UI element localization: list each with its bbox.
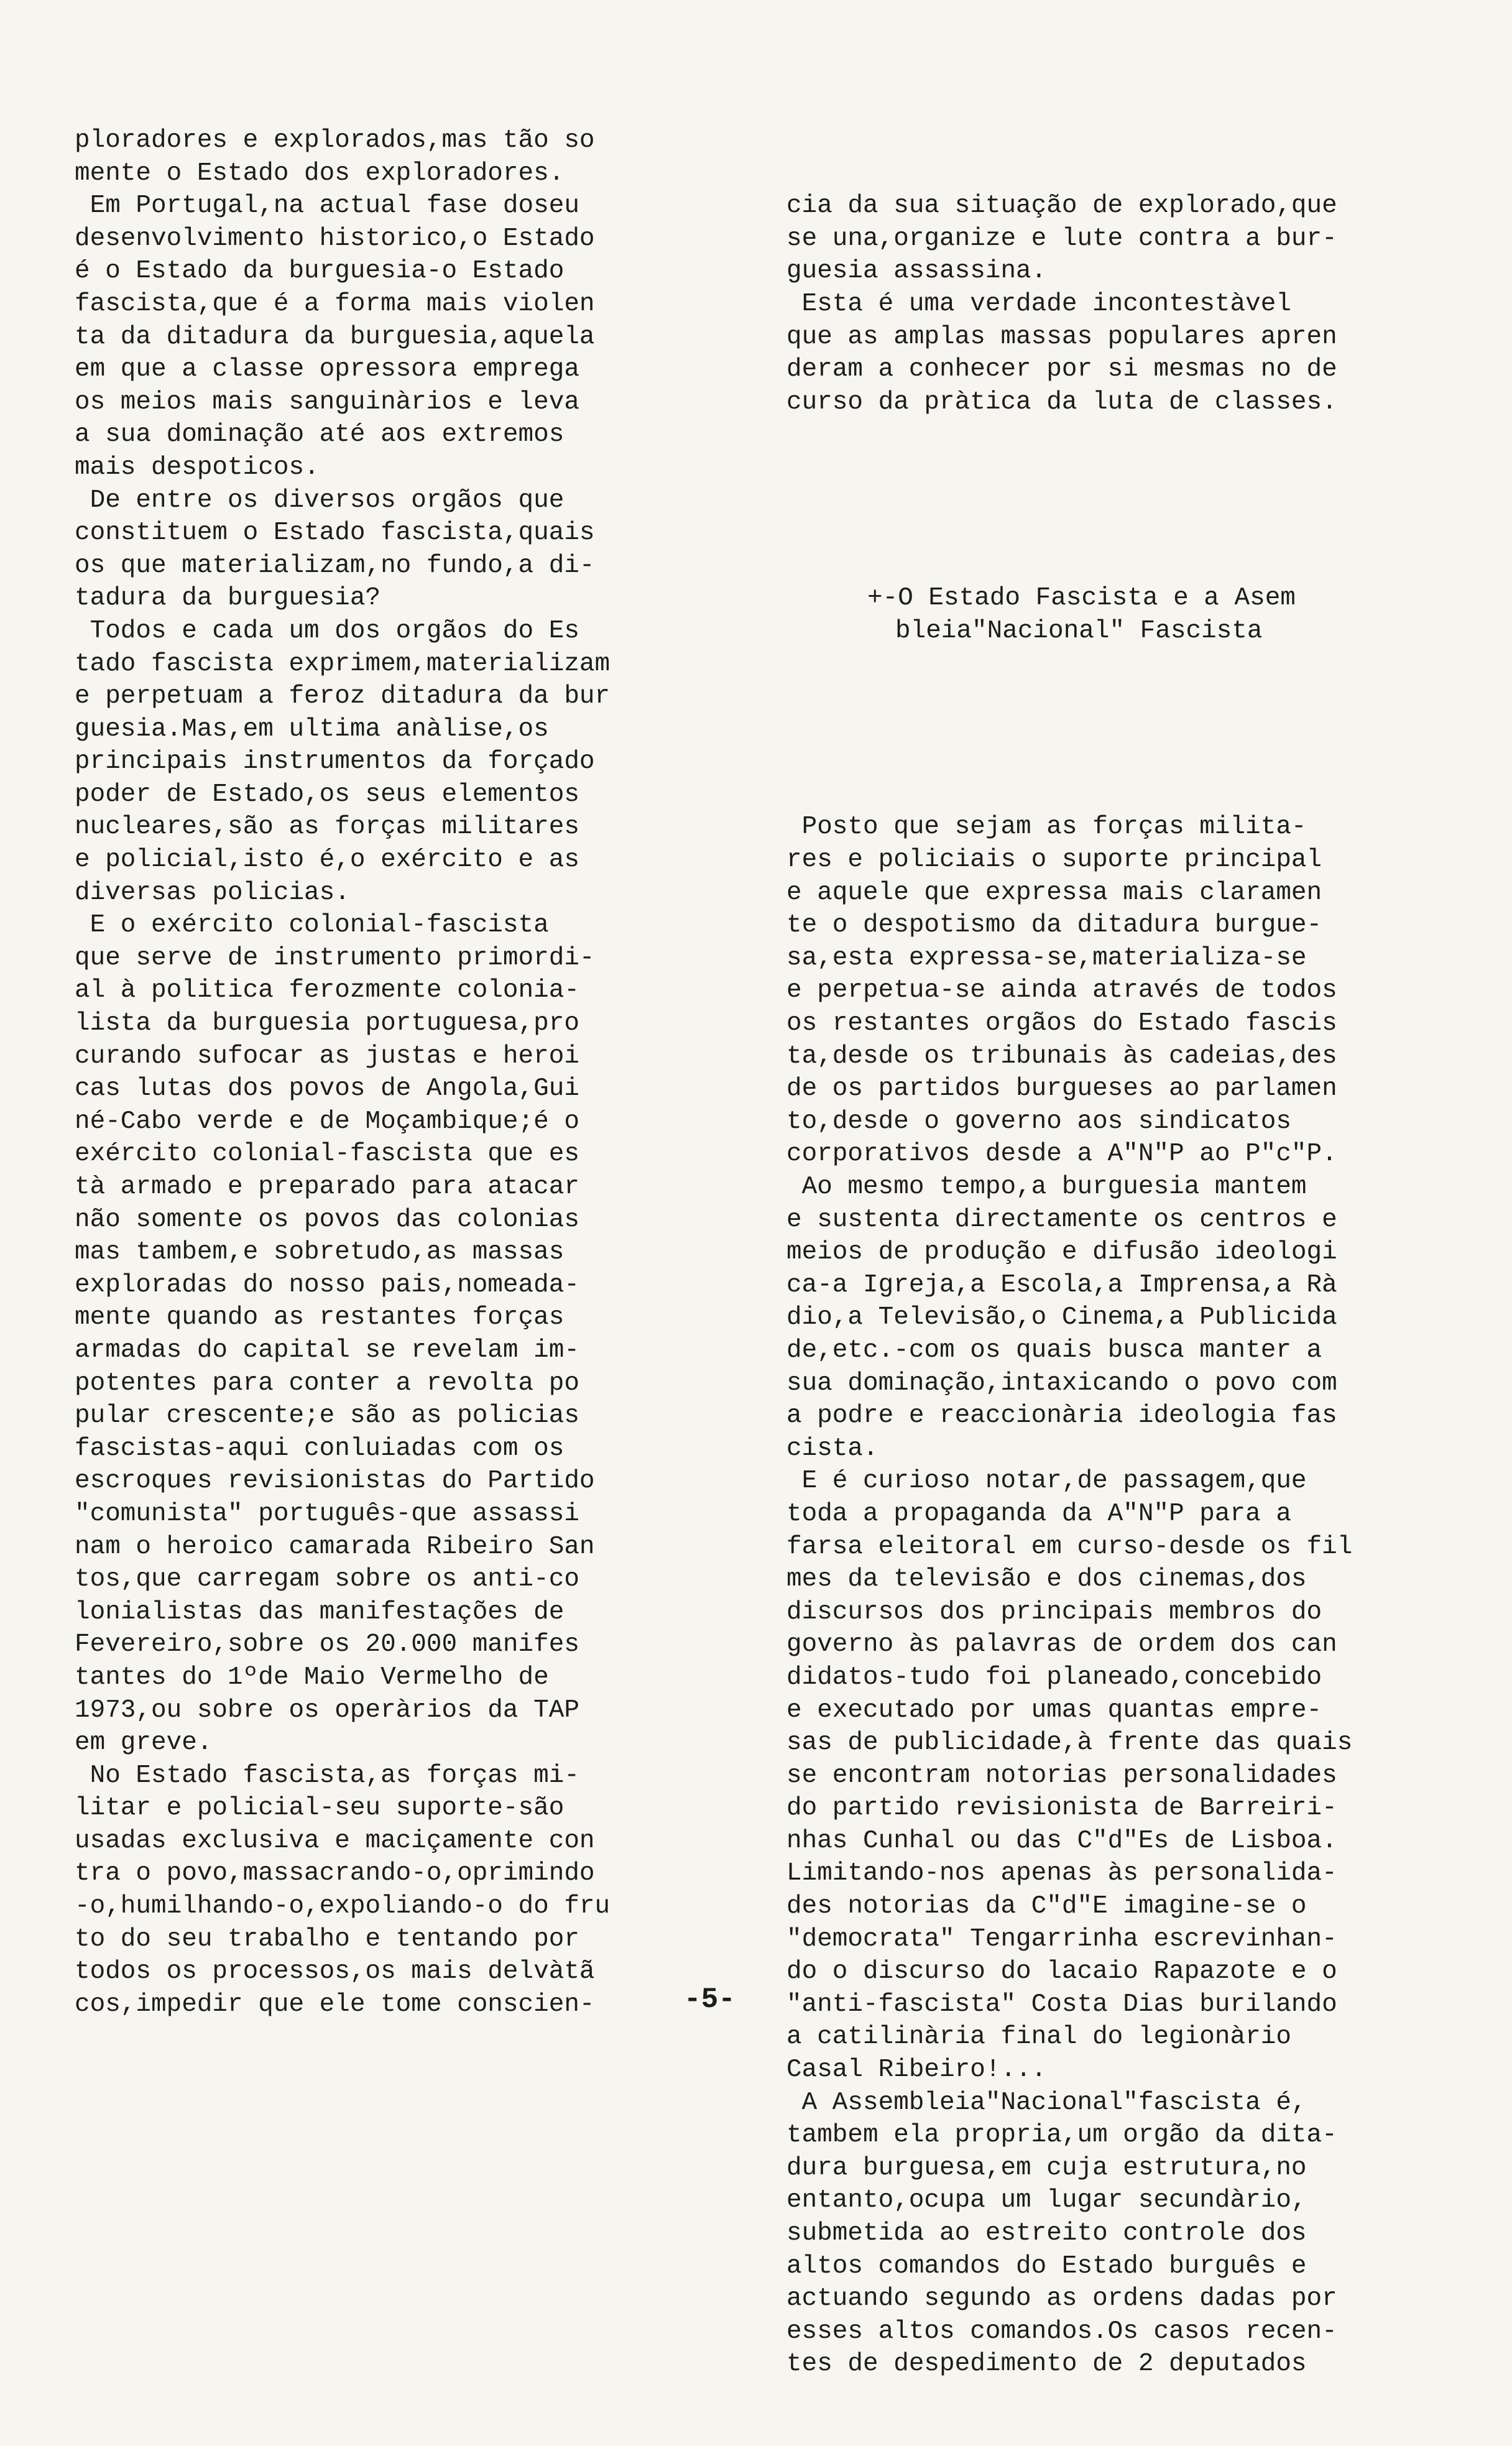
text-line: "anti-fascista" Costa Dias burilando <box>786 1990 1337 2019</box>
text-line: desenvolvimento historico,o Estado <box>75 224 595 253</box>
text-line: de os partidos burgueses ao parlamen <box>786 1074 1337 1104</box>
text-line: nhas Cunhal ou das C"d"Es de Lisboa. <box>786 1826 1337 1855</box>
text-line: e policial,isto é,o exército e as <box>75 846 579 875</box>
text-line: os restantes orgãos do Estado fascis <box>786 1009 1337 1038</box>
text-line: curso da pràtica da luta de classes. <box>786 387 1337 417</box>
text-line: No Estado fascista,as forças mi- <box>75 1761 579 1790</box>
text-line: tambem ela propria,um orgão da dita- <box>786 2121 1337 2150</box>
text-line: -o,humilhando-o,expoliando-o do fru <box>75 1892 611 1921</box>
text-line: esses altos comandos.Os casos recen- <box>786 2317 1337 2346</box>
text-line: cas lutas dos povos de Angola,Gui <box>75 1074 579 1104</box>
text-line: a catilinària final do legionàrio <box>786 2023 1291 2052</box>
text-line: armadas do capital se revelam im- <box>75 1336 579 1365</box>
text-line: des notorias da C"d"E imagine-se o <box>786 1892 1307 1921</box>
text-line: Posto que sejam as forças milita- <box>786 813 1307 842</box>
text-line: te o despotismo da ditadura burgue- <box>786 911 1322 940</box>
text-line: didatos-tudo foi planeado,concebido <box>786 1663 1322 1692</box>
text-line: guesia assassina. <box>786 257 1047 286</box>
text-line: mente o Estado dos exploradores. <box>75 159 565 188</box>
page-number: -5- <box>684 1983 735 2016</box>
text-line: E é curioso notar,de passagem,que <box>786 1467 1307 1496</box>
text-line: tes de despedimento de 2 deputados <box>786 2350 1307 2379</box>
left-column <box>75 124 740 2021</box>
text-line: sua dominação,intaxicando o povo com <box>786 1368 1337 1398</box>
text-line: to,desde o governo aos sindicatos <box>786 1107 1291 1136</box>
text-line: to do seu trabalho e tentando por <box>75 1924 579 1954</box>
text-line: submetida ao estreito controle dos <box>786 2219 1307 2248</box>
text-line: mes da televisão e dos cinemas,dos <box>786 1565 1307 1594</box>
text-line: a podre e reaccionària ideologia fas <box>786 1401 1337 1431</box>
text-line: "democrata" Tengarrinha escrevinhan- <box>786 1924 1337 1954</box>
text-line: ca-a Igreja,a Escola,a Imprensa,a Rà <box>786 1270 1337 1299</box>
text-line: Limitando-nos apenas às personalida- <box>786 1859 1337 1888</box>
text-line: meios de produção e difusão ideologi <box>786 1238 1337 1267</box>
text-line: cista. <box>786 1434 878 1463</box>
text-line: guesia.Mas,em ultima anàlise,os <box>75 714 549 744</box>
text-line: se una,organize e lute contra a bur- <box>786 224 1337 253</box>
right-column-intro <box>786 190 1464 418</box>
text-line: em greve. <box>75 1728 213 1758</box>
section-heading <box>786 582 1464 647</box>
text-line: actuando segundo as ordens dadas por <box>786 2284 1337 2314</box>
text-line: usadas exclusiva e maciçamente con <box>75 1826 595 1855</box>
text-line: Fevereiro,sobre os 20.000 manifes <box>75 1630 579 1659</box>
text-line: que as amplas massas populares apren <box>786 322 1337 351</box>
text-line: principais instrumentos da forçado <box>75 747 595 777</box>
text-line: cos,impedir que ele tome conscien- <box>75 1990 595 2019</box>
text-line: e sustenta directamente os centros e <box>786 1205 1337 1234</box>
text-line: sas de publicidade,à frente das quais <box>786 1728 1353 1758</box>
text-line: mais despoticos. <box>75 453 320 482</box>
text-line: fascistas-aqui conluiadas com os <box>75 1434 565 1463</box>
text-line: nam o heroico camarada Ribeiro San <box>75 1532 595 1561</box>
text-line: pular crescente;e são as policias <box>75 1401 579 1431</box>
text-line: exploradas do nosso pais,nomeada- <box>75 1270 579 1299</box>
text-line: litar e policial-seu suporte-são <box>75 1794 565 1823</box>
text-line: discursos dos principais membros do <box>786 1597 1322 1627</box>
right-column <box>786 124 1464 2446</box>
text-line: constituem o Estado fascista,quais <box>75 519 595 548</box>
text-line: corporativos desde a A"N"P ao P"c"P. <box>786 1140 1337 1169</box>
text-line: lista da burguesia portuguesa,pro <box>75 1009 579 1038</box>
text-line: né-Cabo verde e de Moçambique;é o <box>75 1107 579 1136</box>
text-line: ploradores e explorados,mas tão so <box>75 126 595 155</box>
text-line: ta,desde os tribunais às cadeias,des <box>786 1041 1337 1071</box>
heading-line: bleia"Nacional" Fascista <box>895 616 1263 645</box>
text-line: é o Estado da burguesia-o Estado <box>75 257 565 286</box>
text-line: sa,esta expressa-se,materializa-se <box>786 943 1307 972</box>
text-line: os que materializam,no fundo,a di- <box>75 551 595 580</box>
text-line: os meios mais sanguinàrios e leva <box>75 387 579 417</box>
text-line: mente quando as restantes forças <box>75 1303 565 1332</box>
text-line: "comunista" português-que assassi <box>75 1499 579 1528</box>
text-line: ta da ditadura da burguesia,aquela <box>75 322 595 351</box>
text-line: e perpetua-se ainda através de todos <box>786 976 1337 1005</box>
text-line: lonialistas das manifestações de <box>75 1597 565 1627</box>
text-line: toda a propaganda da A"N"P para a <box>786 1499 1291 1528</box>
text-line: De entre os diversos orgãos que <box>75 486 565 515</box>
text-line: farsa eleitoral em curso-desde os fil <box>786 1532 1353 1561</box>
text-line: entanto,ocupa um lugar secundàrio, <box>786 2186 1307 2215</box>
text-line: e executado por umas quantas empre- <box>786 1696 1322 1725</box>
text-line: cia da sua situação de explorado,que <box>786 192 1337 221</box>
text-line: dio,a Televisão,o Cinema,a Publicida <box>786 1303 1337 1332</box>
text-line: Em Portugal,na actual fase doseu <box>75 192 579 221</box>
text-line: tos,que carregam sobre os anti-co <box>75 1565 579 1594</box>
text-line: Ao mesmo tempo,a burguesia mantem <box>786 1173 1307 1201</box>
text-line: E o exército colonial-fascista <box>75 911 549 940</box>
text-line: poder de Estado,os seus elementos <box>75 780 579 809</box>
text-line: e aquele que expressa mais claramen <box>786 878 1322 907</box>
text-line: mas tambem,e sobretudo,as massas <box>75 1238 565 1267</box>
text-line: al à politica ferozmente colonia- <box>75 976 579 1005</box>
text-line: escroques revisionistas do Partido <box>75 1467 595 1496</box>
right-column-body <box>786 811 1464 2381</box>
text-line: não somente os povos das colonias <box>75 1205 579 1234</box>
text-line: Esta é uma verdade incontestàvel <box>786 289 1291 318</box>
text-line: do partido revisionista de Barreiri- <box>786 1794 1337 1823</box>
text-line: 1973,ou sobre os operàrios da TAP <box>75 1696 579 1725</box>
text-line: tadura da burguesia? <box>75 584 381 613</box>
text-line: tantes do 1ºde Maio Vermelho de <box>75 1663 549 1692</box>
text-line: res e policiais o suporte principal <box>786 846 1322 875</box>
text-line: altos comandos do Estado burguês e <box>786 2251 1307 2281</box>
text-line: tà armado e preparado para atacar <box>75 1173 579 1201</box>
text-line: governo às palavras de ordem dos can <box>786 1630 1337 1659</box>
text-line: exército colonial-fascista que es <box>75 1140 579 1169</box>
text-line: tado fascista exprimem,materializam <box>75 649 611 678</box>
text-line: e perpetuam a feroz ditadura da bur <box>75 682 611 711</box>
text-line: todos os processos,os mais delvàtã <box>75 1957 595 1987</box>
spacer <box>786 713 1464 746</box>
spacer <box>786 484 1464 517</box>
text-line: nucleares,são as forças militares <box>75 813 579 842</box>
text-line: A Assembleia"Nacional"fascista é, <box>786 2088 1307 2117</box>
text-line: curando sufocar as justas e heroi <box>75 1041 579 1071</box>
text-line: tra o povo,massacrando-o,oprimindo <box>75 1859 595 1888</box>
text-line: potentes para conter a revolta po <box>75 1368 579 1398</box>
text-line: que serve de instrumento primordi- <box>75 943 595 972</box>
heading-line: +-O Estado Fascista e a Asem <box>867 584 1296 613</box>
text-line: do o discurso do lacaio Rapazote e o <box>786 1957 1337 1987</box>
text-line: dura burguesa,em cuja estrutura,no <box>786 2153 1307 2182</box>
text-line: de,etc.-com os quais busca manter a <box>786 1336 1322 1365</box>
text-line: se encontram notorias personalidades <box>786 1761 1337 1790</box>
text-line: deram a conhecer por si mesmas no de <box>786 355 1337 384</box>
text-line: Todos e cada um dos orgãos do Es <box>75 616 579 645</box>
text-line: em que a classe opressora emprega <box>75 355 579 384</box>
text-line: fascista,que é a forma mais violen <box>75 289 595 318</box>
text-line: Casal Ribeiro!... <box>786 2056 1047 2085</box>
text-line: a sua dominação até aos extremos <box>75 420 565 450</box>
text-line: diversas policias. <box>75 878 350 907</box>
